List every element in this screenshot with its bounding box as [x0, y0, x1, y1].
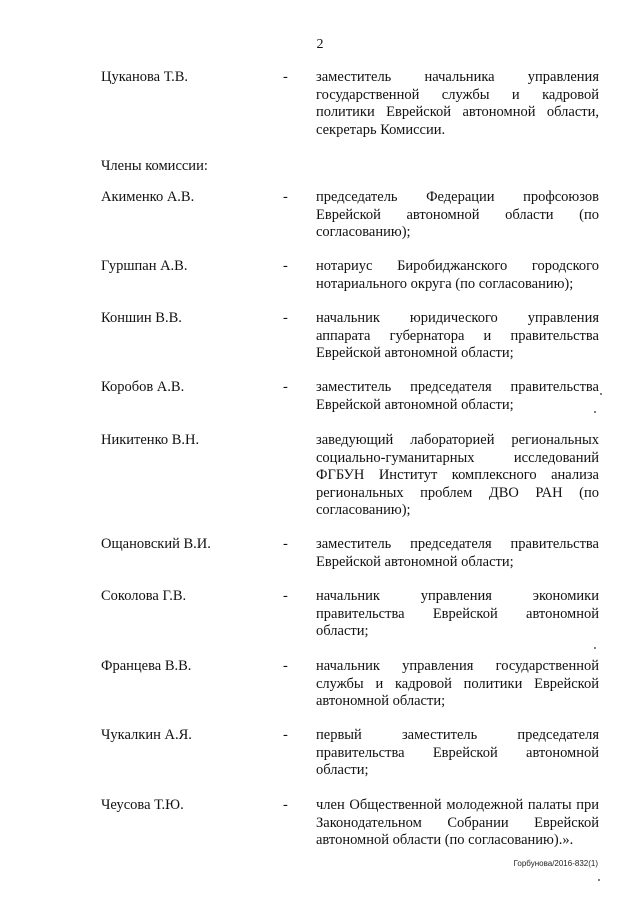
scan-speck: [594, 647, 596, 649]
entry-dash: -: [283, 69, 288, 85]
member-description: председатель Федерации профсоюзов Еврейской автономной области (по согласованию);: [316, 189, 599, 240]
entry-dash: -: [283, 588, 288, 604]
entry-dash: -: [283, 727, 288, 743]
entry-dash: -: [283, 189, 288, 205]
member-description: член Общественной молодежной палаты при Законодательном Собрании Еврейской автономной области (по согласованию).».: [316, 797, 599, 848]
member-name: Соколова Г.В.: [101, 588, 187, 604]
member-name: Коншин В.В.: [101, 310, 182, 326]
member-name: Францева В.В.: [101, 658, 192, 674]
entry-dash: -: [283, 258, 288, 274]
member-description: начальник юридического управления аппарата губернатора и правительства Еврейской автономной области;: [316, 310, 599, 361]
member-name: Чеусова Т.Ю.: [101, 797, 184, 813]
member-description: заместитель председателя правительства Еврейской автономной области;: [316, 379, 599, 413]
member-name: Гуршпан А.В.: [101, 258, 188, 274]
scan-speck: [594, 411, 596, 413]
entry-dash: -: [283, 797, 288, 813]
member-name: Коробов А.В.: [101, 379, 185, 395]
member-description: начальник управления государственной службы и кадровой политики Еврейской автономной области;: [316, 658, 599, 709]
member-description: заместитель начальника управления государственной службы и кадровой политики Еврейской автономной области, секретарь Комиссии.: [316, 69, 599, 138]
member-name: Никитенко В.Н.: [101, 432, 200, 448]
scan-speck: [598, 879, 600, 881]
member-description: заместитель председателя правительства Еврейской автономной области;: [316, 536, 599, 570]
page-number: 2: [316, 37, 324, 52]
scan-speck: [600, 393, 602, 395]
entry-dash: -: [283, 536, 288, 552]
member-name: Цуканова Т.В.: [101, 69, 189, 85]
member-description: первый заместитель председателя правительства Еврейской автономной области;: [316, 727, 599, 778]
member-description: нотариус Биробиджанского городского нотариального округа (по согласованию);: [316, 258, 599, 292]
member-description: заведующий лабораторией региональных социально-гуманитарных исследований ФГБУН Институт комплексного анализа региональных проблем ДВО РАН (по согласованию);: [316, 432, 599, 518]
member-name: Чукалкин А.Я.: [101, 727, 192, 743]
member-description: начальник управления экономики правительства Еврейской автономной области;: [316, 588, 599, 639]
entry-dash: -: [283, 379, 288, 395]
entry-dash: -: [283, 310, 288, 326]
document-code: Горбунова/2016-832(1): [513, 859, 598, 868]
entry-dash: -: [283, 658, 288, 674]
member-name: Акименко А.В.: [101, 189, 195, 205]
member-name: Ощановский В.И.: [101, 536, 211, 552]
members-heading: Члены комиссии:: [101, 158, 208, 174]
